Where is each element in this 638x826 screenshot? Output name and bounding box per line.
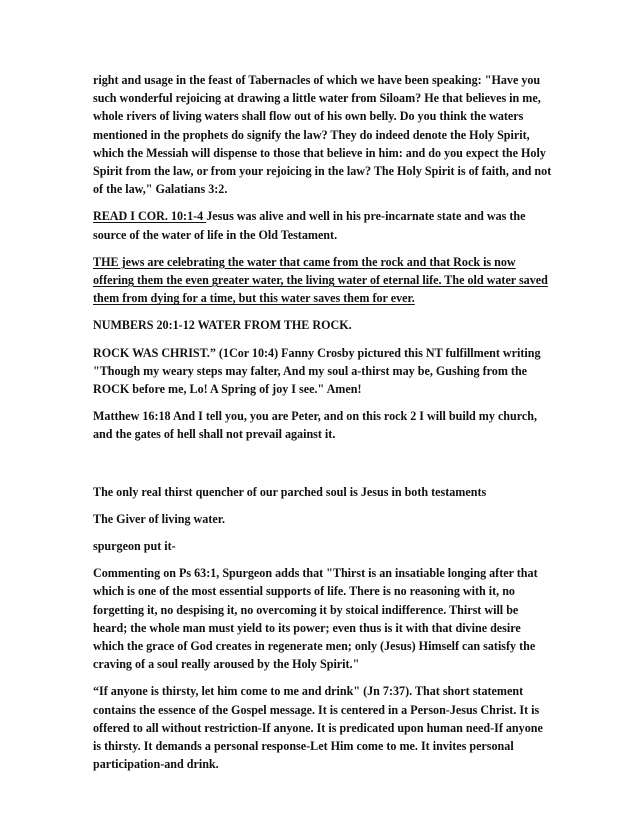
scripture-reference-link: READ I COR. 10:1-4 (93, 209, 207, 224)
paragraph-text: The Giver of living water. (93, 511, 226, 526)
paragraph-thirst-quencher (93, 483, 553, 501)
paragraph-text: right and usage in the feast of Tabernacles of which we have been speaking: "Have you such wonderful rejoicing at drawing a little water from Siloam? He that believes in me, whole rivers of living waters shall flow out of his own belly. Do you think the waters mentioned in the prophets do signify the law? They do indeed denote the Holy Spirit, which the Messiah will dispense to those that believe in him: and do you expect the Holy Spirit from the law, or from your rejoicing in the law? The Holy Spirit is of faith, and not of the law," Galatians 3:2. (93, 73, 552, 197)
paragraph-text: “If anyone is thirsty, let him come to me and drink" (Jn 7:37). That short statement contains the essence of the Gospel message. It is centered in a Person-Jesus Christ. It is offered to all without restriction-If anyone. It is predicated upon human need-If anyone is thirsty. It demands a personal response-Let Him come to me. It invites personal participation-and drink. (93, 684, 543, 772)
paragraph-tabernacles-quote (93, 71, 553, 198)
paragraph-if-anyone-is-thirsty (93, 682, 553, 773)
paragraph-text: Jesus was alive and well in his pre-incarnate state and was the source of the water of life in the Old Testament. (93, 209, 526, 242)
paragraph-text: Matthew 16:18 And I tell you, you are Peter, and on this rock 2 I will build my church, and the gates of hell shall not prevail against it. (93, 409, 538, 442)
paragraph-jews-celebrating (93, 253, 553, 308)
underlined-paragraph-text: THE jews are celebrating the water that came from the rock and that Rock is now offering them the even greater water, the living water of eternal life. The old water saved them from dying for a time, but this water saves them for ever. (93, 254, 548, 306)
paragraph-read-1-cor (93, 207, 553, 243)
paragraph-numbers-heading (93, 316, 553, 334)
paragraph-giver-of-living-water (93, 510, 553, 528)
paragraph-text: NUMBERS 20:1-12 WATER FROM THE ROCK. (93, 318, 352, 333)
paragraph-matthew-16-18 (93, 407, 553, 443)
document-page (93, 71, 553, 783)
paragraph-rock-was-christ (93, 344, 553, 399)
paragraph-text: ROCK WAS CHRIST.” (1Cor 10:4) Fanny Crosby pictured this NT fulfillment writing "Though my weary steps may falter, And my soul a-thirst may be, Gushing from the ROCK before me, Lo! A Spring of joy I see." Amen! (93, 345, 541, 397)
paragraph-text: The only real thirst quencher of our parched soul is Jesus in both testaments (93, 484, 487, 499)
paragraph-spurgeon-put-it (93, 537, 553, 555)
blank-line (93, 453, 553, 483)
paragraph-spurgeon-comment (93, 564, 553, 673)
paragraph-text: Commenting on Ps 63:1, Spurgeon adds that "Thirst is an insatiable longing after that which is one of the most essential supports of life. There is no reasoning with it, no forgetting it, no despising it, no overcoming it by stoical indifference. Thirst will be heard; the whole man must yield to its power; even thus is it with that divine desire which the grace of God creates in regenerate men; only (Jesus) Himself can satisfy the craving of a soul really aroused by the Holy Spirit." (93, 566, 538, 672)
paragraph-text: spurgeon put it- (93, 539, 176, 554)
